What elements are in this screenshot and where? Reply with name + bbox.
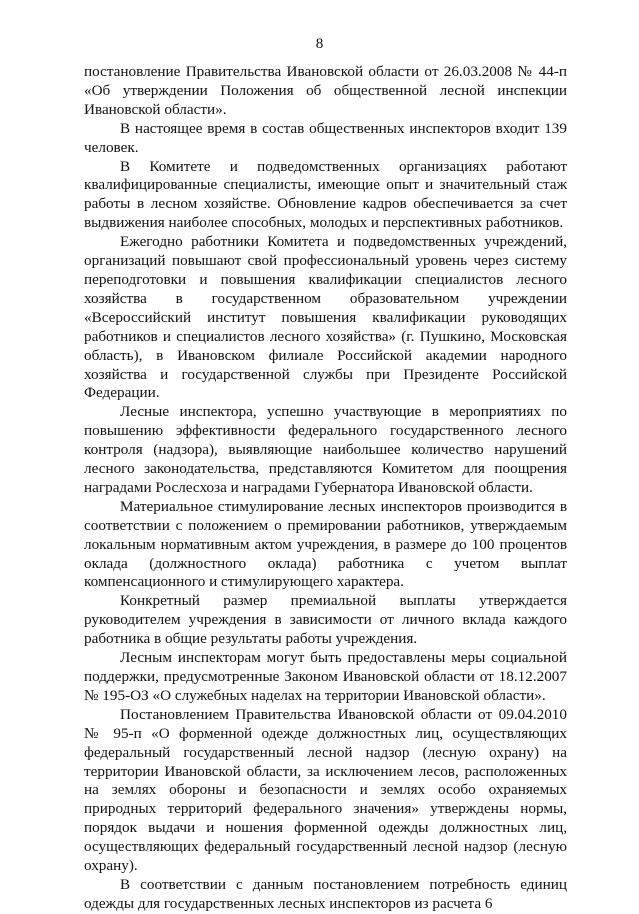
paragraph-professional-training: Ежегодно работники Комитета и подведомственных учреждений, организаций повышают свой профессиональный уровень через систему переподготовки и повышения квалификации специалистов лесного хозяйства в государственном образовательном учреждении «Всероссийский институт повышения квалификации руководящих работников и специалистов лесного хозяйства» (г. Пушкино, Московская область), в Ивановском филиале Российской академии народного хозяйства и государственной службы при Президенте Российской Федерации. [84, 233, 567, 402]
paragraph-material-incentives: Материальное стимулирование лесных инспекторов производится в соответствии с положением о премировании работников, утверждаемым локальным нормативным актом учреждения, в размере до 100 процентов оклада (должностного оклада) работника с учетом выплат компенсационного и стимулирующего характера. [84, 497, 567, 591]
document-body [84, 63, 567, 914]
paragraph-uniform-needs: В соответствии с данным постановлением потребность единиц одежды для государственных лесных инспекторов из расчета 6 [84, 875, 567, 912]
paragraph-awards: Лесные инспектора, успешно участвующие в мероприятиях по повышению эффективности федерального государственного лесного контроля (надзора), выявляющие наибольшее количество нарушений лесного законодательства, представляются Комитетом для поощрения наградами Рослесхоза и наградами Губернатора Ивановской области. [84, 403, 567, 496]
paragraph-uniform-decree: Постановлением Правительства Ивановской области от 09.04.2010 № 95-п «О форменной одежде должностных лиц, осуществляющих федеральный государственный лесной надзор (лесную охрану) на территории Ивановской области, за исключением лесов, расположенных на землях обороны и безопасности и землях особо охраняемых природных территорий федерального значения» утверждены нормы, порядок выдачи и ношения форменной одежды должностных лиц, осуществляющих федеральный государственный лесной надзор (лесную охрану). [84, 705, 567, 875]
paragraph-qualified-staff: В Комитете и подведомственных организациях работают квалифицированные специалисты, имеющие опыт и значительный стаж работы в лесном хозяйстве. Обновление кадров обеспечивается за счет выдвижения наиболее способных, молодых и перспективных работников. [84, 157, 567, 232]
paragraph-social-support: Лесным инспекторам могут быть предоставлены меры социальной поддержки, предусмотренные Законом Ивановской области от 18.12.2007 № 195-ОЗ «О служебных наделах на территории Ивановской области». [84, 649, 567, 704]
paragraph-decree-reference: постановление Правительства Ивановской области от 26.03.2008 № 44-п «Об утверждении Положения об общественной лесной инспекции Ивановской области». [84, 63, 567, 118]
page-number: 8 [315, 36, 324, 52]
paragraph-bonus-amount: Конкретный размер премиальной выплаты утверждается руководителем учреждения в зависимости от личного вклада каждого работника в общие результаты работы учреждения. [84, 592, 567, 648]
paragraph-inspector-count: В настоящее время в состав общественных инспекторов входит 139 человек. [84, 119, 567, 156]
